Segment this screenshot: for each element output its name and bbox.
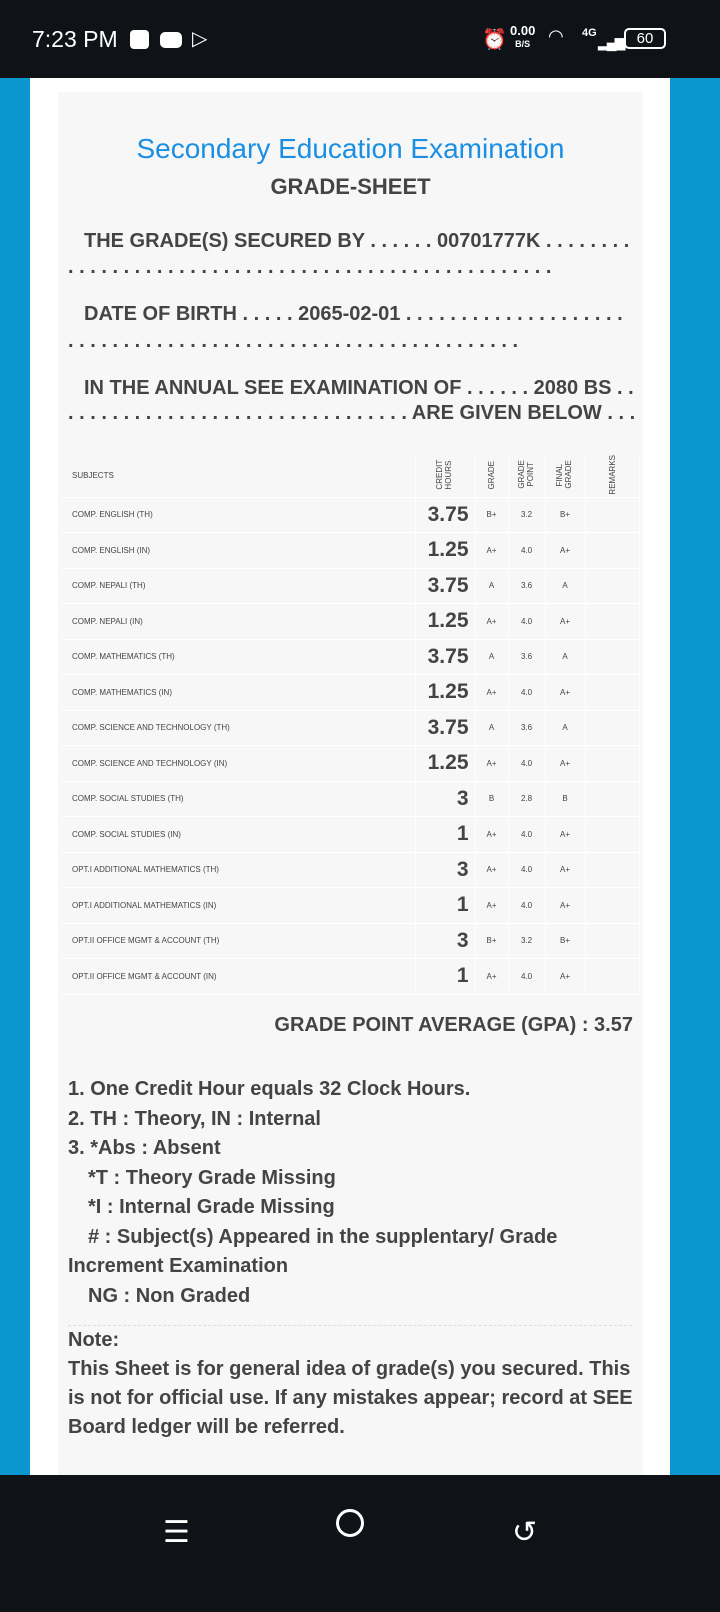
header-subjects: SUBJECTS	[62, 455, 415, 497]
legend-notes	[68, 1075, 638, 1311]
back-button[interactable]: ↺	[512, 1516, 538, 1549]
wifi-icon: ◠	[548, 26, 564, 46]
cell-remarks	[585, 923, 640, 959]
table-row	[62, 781, 640, 817]
cell-remarks	[585, 710, 640, 746]
status-bar	[0, 0, 720, 78]
cell-credit-hours: 1	[415, 959, 475, 995]
navigation-bar	[0, 1475, 720, 1612]
cell-grade-point: 4.0	[508, 959, 545, 995]
cell-grade-point: 3.6	[508, 710, 545, 746]
cell-final-grade: A+	[545, 888, 585, 924]
cell-grade-point: 3.6	[508, 568, 545, 604]
table-row	[62, 497, 640, 533]
table-row	[62, 746, 640, 782]
net-speed-unit: B/S	[515, 39, 531, 49]
cell-final-grade: A+	[545, 959, 585, 995]
cell-grade: A	[475, 568, 508, 604]
cell-credit-hours: 1	[415, 817, 475, 853]
cell-grade: B+	[475, 923, 508, 959]
secured-by-dots: . . . . . . . . . . . . . . . . . . . . . . . . . . . . . . . . . . . . . . . . . . . .	[68, 256, 552, 278]
note-4: *T : Theory Grade Missing	[88, 1166, 336, 1189]
signal-icon: ▂▄▆	[598, 34, 624, 50]
cell-credit-hours: 1	[415, 888, 475, 924]
note-text: This Sheet is for general idea of grade(s) you secured. This is not for official use. If any mistakes appear; record at SEE Board ledger will be referred.	[68, 1358, 633, 1438]
header-remarks	[585, 455, 640, 497]
net-speed	[510, 25, 535, 50]
cell-subject: COMP. NEPALI (TH)	[62, 568, 415, 604]
cell-grade-point: 3.2	[508, 923, 545, 959]
exam-line-cont: . . . . . . . . . . . . . . . . . . . . . . . . . . . . . . . ARE GIVEN BELOW . . .	[68, 402, 636, 424]
cell-credit-hours: 1.25	[415, 746, 475, 782]
table-row	[62, 923, 640, 959]
cell-grade-point: 4.0	[508, 604, 545, 640]
cell-grade-point: 4.0	[508, 888, 545, 924]
page-title: Secondary Education Examination	[136, 133, 565, 164]
cell-subject: OPT.II OFFICE MGMT & ACCOUNT (IN)	[62, 959, 415, 995]
cell-final-grade: A+	[545, 675, 585, 711]
exam-line: IN THE ANNUAL SEE EXAMINATION OF . . . . . . 2080 BS . .	[84, 377, 634, 399]
cell-credit-hours: 3.75	[415, 497, 475, 533]
cell-subject: COMP. SOCIAL STUDIES (TH)	[62, 781, 415, 817]
cell-final-grade: A+	[545, 746, 585, 782]
battery-icon	[624, 28, 666, 49]
cell-grade: A+	[475, 675, 508, 711]
cell-grade: B	[475, 781, 508, 817]
cell-subject: OPT.I ADDITIONAL MATHEMATICS (IN)	[62, 888, 415, 924]
table-row	[62, 568, 640, 604]
header-credit-label: CREDIT HOURS	[435, 459, 453, 490]
battery-level: 60	[636, 30, 654, 47]
cell-credit-hours: 1.25	[415, 675, 475, 711]
cell-credit-hours: 3.75	[415, 568, 475, 604]
table-row	[62, 817, 640, 853]
cell-final-grade: A+	[545, 817, 585, 853]
cell-final-grade: B+	[545, 497, 585, 533]
cell-remarks	[585, 888, 640, 924]
table-row	[62, 852, 640, 888]
table-row	[62, 604, 640, 640]
cell-credit-hours: 3.75	[415, 639, 475, 675]
table-row	[62, 639, 640, 675]
cell-grade: A+	[475, 746, 508, 782]
cell-grade-point: 4.0	[508, 675, 545, 711]
cell-final-grade: A+	[545, 533, 585, 569]
youtube-icon	[160, 32, 182, 48]
cell-final-grade: B	[545, 781, 585, 817]
disclaimer	[68, 1326, 638, 1442]
cell-subject: COMP. ENGLISH (IN)	[62, 533, 415, 569]
cell-credit-hours: 3	[415, 781, 475, 817]
cell-remarks	[585, 675, 640, 711]
cell-final-grade: A	[545, 710, 585, 746]
alarm-icon: ⏰	[482, 29, 507, 51]
cell-grade: A+	[475, 533, 508, 569]
cell-subject: OPT.II OFFICE MGMT & ACCOUNT (TH)	[62, 923, 415, 959]
header-remarks-label: REMARKS	[607, 455, 617, 495]
cell-remarks	[585, 852, 640, 888]
header-gp	[508, 455, 545, 497]
clock: 7:23 PM	[32, 26, 118, 52]
cell-remarks	[585, 568, 640, 604]
cell-final-grade: A	[545, 639, 585, 675]
cell-remarks	[585, 604, 640, 640]
cell-grade-point: 4.0	[508, 852, 545, 888]
table-header	[62, 455, 640, 497]
grades-table	[62, 455, 640, 995]
table-row	[62, 675, 640, 711]
cell-subject: OPT.I ADDITIONAL MATHEMATICS (TH)	[62, 852, 415, 888]
header-final	[545, 455, 585, 497]
cell-grade-point: 2.8	[508, 781, 545, 817]
note-6: # : Subject(s) Appeared in the supplentary/ Grade	[88, 1225, 558, 1248]
note-label: Note:	[68, 1329, 120, 1351]
cell-grade: A+	[475, 959, 508, 995]
recents-button[interactable]: ☰	[163, 1516, 190, 1549]
cell-subject: COMP. SCIENCE AND TECHNOLOGY (TH)	[62, 710, 415, 746]
cell-remarks	[585, 781, 640, 817]
net-speed-value: 0.00	[510, 23, 536, 38]
table-row	[62, 888, 640, 924]
cell-remarks	[585, 639, 640, 675]
app-notification-icon	[130, 30, 149, 49]
network-type: 4G	[582, 27, 597, 39]
dob-dots: . . . . . . . . . . . . . . . . . . . . . . . . . . . . . . . . . . . . . . . . .	[68, 330, 519, 352]
note-5: *I : Internal Grade Missing	[88, 1196, 335, 1218]
gpa: GRADE POINT AVERAGE (GPA) : 3.57	[274, 1014, 633, 1036]
note-3: 3. *Abs : Absent	[68, 1137, 221, 1159]
header-grade	[475, 455, 508, 497]
cell-grade-point: 3.6	[508, 639, 545, 675]
table-row	[62, 533, 640, 569]
cell-remarks	[585, 959, 640, 995]
cell-subject: COMP. MATHEMATICS (IN)	[62, 675, 415, 711]
cell-grade-point: 4.0	[508, 746, 545, 782]
cell-grade: B+	[475, 497, 508, 533]
play-store-icon: ▷	[192, 28, 208, 50]
note-1: 1. One Credit Hour equals 32 Clock Hours.	[68, 1078, 471, 1100]
cell-grade: A+	[475, 604, 508, 640]
cell-credit-hours: 3.75	[415, 710, 475, 746]
header-grade-label: GRADE	[487, 460, 496, 489]
cell-grade: A+	[475, 817, 508, 853]
note-2: 2. TH : Theory, IN : Internal	[68, 1107, 321, 1130]
home-button[interactable]	[336, 1509, 364, 1537]
cell-subject: COMP. SCIENCE AND TECHNOLOGY (IN)	[62, 746, 415, 782]
cell-grade: A	[475, 710, 508, 746]
cell-remarks	[585, 533, 640, 569]
page-subtitle: GRADE-SHEET	[270, 174, 431, 199]
cell-grade-point: 4.0	[508, 533, 545, 569]
cell-final-grade: A	[545, 568, 585, 604]
cell-grade-point: 4.0	[508, 817, 545, 853]
cell-final-grade: B+	[545, 923, 585, 959]
cell-credit-hours: 3	[415, 923, 475, 959]
cell-subject: COMP. NEPALI (IN)	[62, 604, 415, 640]
header-credit	[415, 455, 475, 497]
table-row	[62, 959, 640, 995]
cell-credit-hours: 1.25	[415, 533, 475, 569]
table-row	[62, 710, 640, 746]
cell-credit-hours: 1.25	[415, 604, 475, 640]
cell-final-grade: A+	[545, 852, 585, 888]
cell-grade: A+	[475, 852, 508, 888]
header-gp-label: GRADE POINT	[516, 460, 535, 490]
cell-credit-hours: 3	[415, 852, 475, 888]
note-7: Increment Examination	[68, 1255, 289, 1277]
cell-remarks	[585, 746, 640, 782]
cell-grade: A	[475, 639, 508, 675]
note-8: NG : Non Graded	[88, 1284, 251, 1307]
cell-subject: COMP. ENGLISH (TH)	[62, 497, 415, 533]
dob-line: DATE OF BIRTH . . . . . 2065-02-01 . . . . . . . . . . . . . . . . . . . .	[84, 303, 623, 325]
cell-subject: COMP. SOCIAL STUDIES (IN)	[62, 817, 415, 853]
cell-remarks	[585, 817, 640, 853]
header-final-label: FINAL GRADE	[555, 460, 573, 490]
secured-by-line: THE GRADE(S) SECURED BY . . . . . . 00701777K . . . . . . . .	[84, 230, 630, 252]
cell-grade: A+	[475, 888, 508, 924]
cell-grade-point: 3.2	[508, 497, 545, 533]
cell-remarks	[585, 497, 640, 533]
cell-subject: COMP. MATHEMATICS (TH)	[62, 639, 415, 675]
cell-final-grade: A+	[545, 604, 585, 640]
